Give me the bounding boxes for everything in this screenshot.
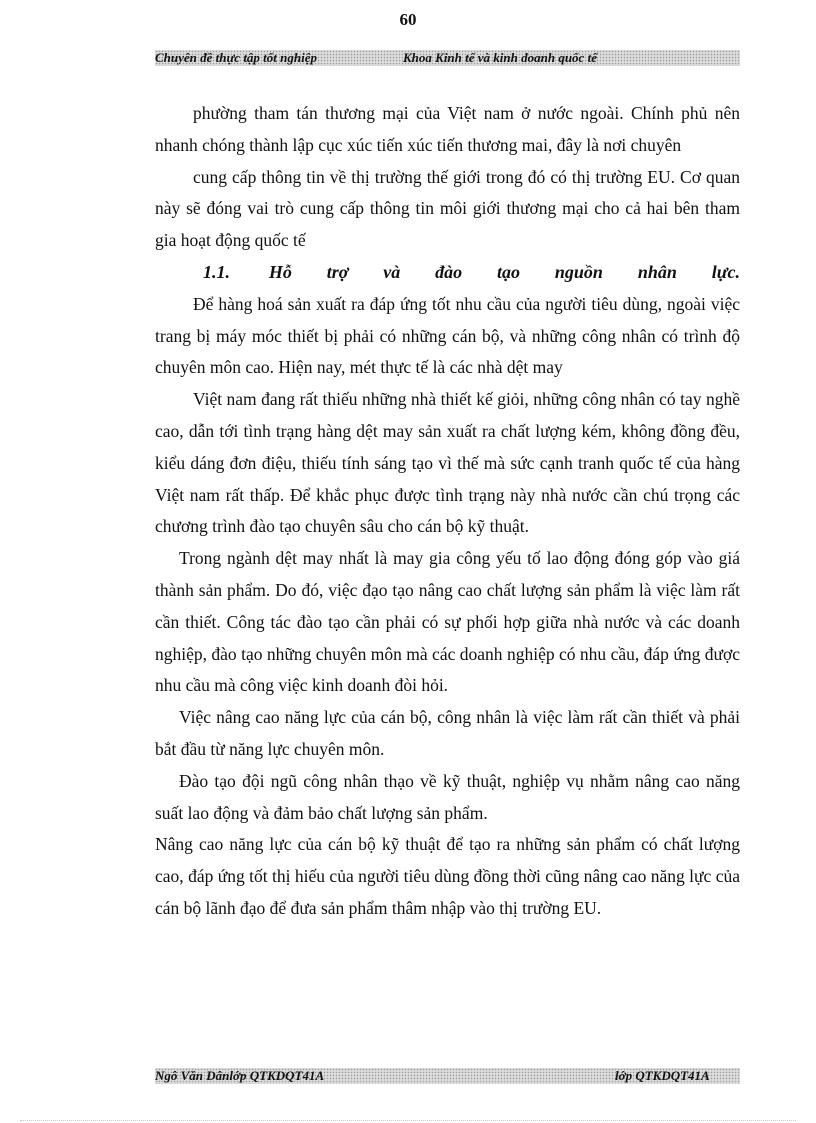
section-title: Hỗ trợ và đào tạo nguồn nhân lực. xyxy=(268,261,740,282)
paragraph-4: Việt nam đang rất thiếu những nhà thiết kế giỏi, những công nhân có tay nghề cao, dẫn tới tình trạng hàng dệt may sản xuất ra chất lượng kém, không đồng đều, kiểu dáng đơn điệu, thiếu tính sáng tạo vì thế mà sức cạnh tranh quốc tế của hàng Việt nam rất thấp. Để khắc phục được tình trạng này nhà nước cần chú trọng các chương trình đào tạo chuyên sâu cho cán bộ kỹ thuật. xyxy=(155,389,740,537)
paragraph-6: Việc nâng cao năng lực của cán bộ, công nhân là việc làm rất cần thiết và phải bắt đầu từ năng lực chuyên môn. xyxy=(155,707,740,759)
section-number: 1.1. xyxy=(203,261,230,282)
section-heading xyxy=(155,257,740,289)
page-bottom-divider xyxy=(20,1120,796,1121)
page-footer xyxy=(155,1068,740,1084)
header-left-text: Chuyên đề thực tập tốt nghiệp xyxy=(155,50,317,65)
paragraph-5: Trong ngành dệt may nhất là may gia công yếu tố lao động đóng góp vào giá thành sản phẩm. Do đó, việc đạo tạo nâng cao chất lượng sản phẩm là việc làm rất cần thiết. Công tác đào tạo cần phải có sự phối hợp giữa nhà nước và các doanh nghiệp, đào tạo những chuyên môn mà các doanh nghiệp có nhu cầu, đáp ứng được nhu cầu mà công việc kinh doanh đòi hỏi. xyxy=(155,548,740,696)
paragraph-1: phường tham tán thương mại của Việt nam ở nước ngoài. Chính phủ nên nhanh chóng thành lập cục xúc tiến xúc tiến thương mai, đây là nơi chuyên xyxy=(155,103,740,155)
paragraph-8: Nâng cao năng lực của cán bộ kỹ thuật để tạo ra những sản phẩm có chất lượng cao, đáp ứng tốt thị hiếu của người tiêu dùng đồng thời cũng nâng cao năng lực của cán bộ lãnh đạo để đưa sản phẩm thâm nhập vào thị trường EU. xyxy=(155,834,740,918)
paragraph-3: Để hàng hoá sản xuất ra đáp ứng tốt nhu cầu của người tiêu dùng, ngoài việc trang bị máy móc thiết bị phải có những cán bộ, và những công nhân có trình độ chuyên môn cao. Hiện nay, mét thực tế là các nhà dệt may xyxy=(155,293,740,378)
paragraph-7: Đào tạo đội ngũ công nhân thạo về kỹ thuật, nghiệp vụ nhằm nâng cao năng suất lao động và đảm bảo chất lượng sản phẩm. xyxy=(155,770,740,823)
page-number: 60 xyxy=(399,10,417,29)
footer-left-text: Ngô Văn Dânlớp QTKDQT41A xyxy=(155,1068,325,1083)
page-header xyxy=(155,50,740,66)
paragraph-2: cung cấp thông tin về thị trường thế giới trong đó có thị trường EU. Cơ quan này sẽ đóng vai trò cung cấp thông tin môi giới thương mại cho cả hai bên tham gia hoạt động quốc tế xyxy=(155,166,740,251)
header-right-text: Khoa Kinh tế và kinh doanh quốc tế xyxy=(403,50,597,65)
document-body xyxy=(155,98,740,925)
footer-right-text: lớp QTKDQT41A xyxy=(615,1068,710,1083)
